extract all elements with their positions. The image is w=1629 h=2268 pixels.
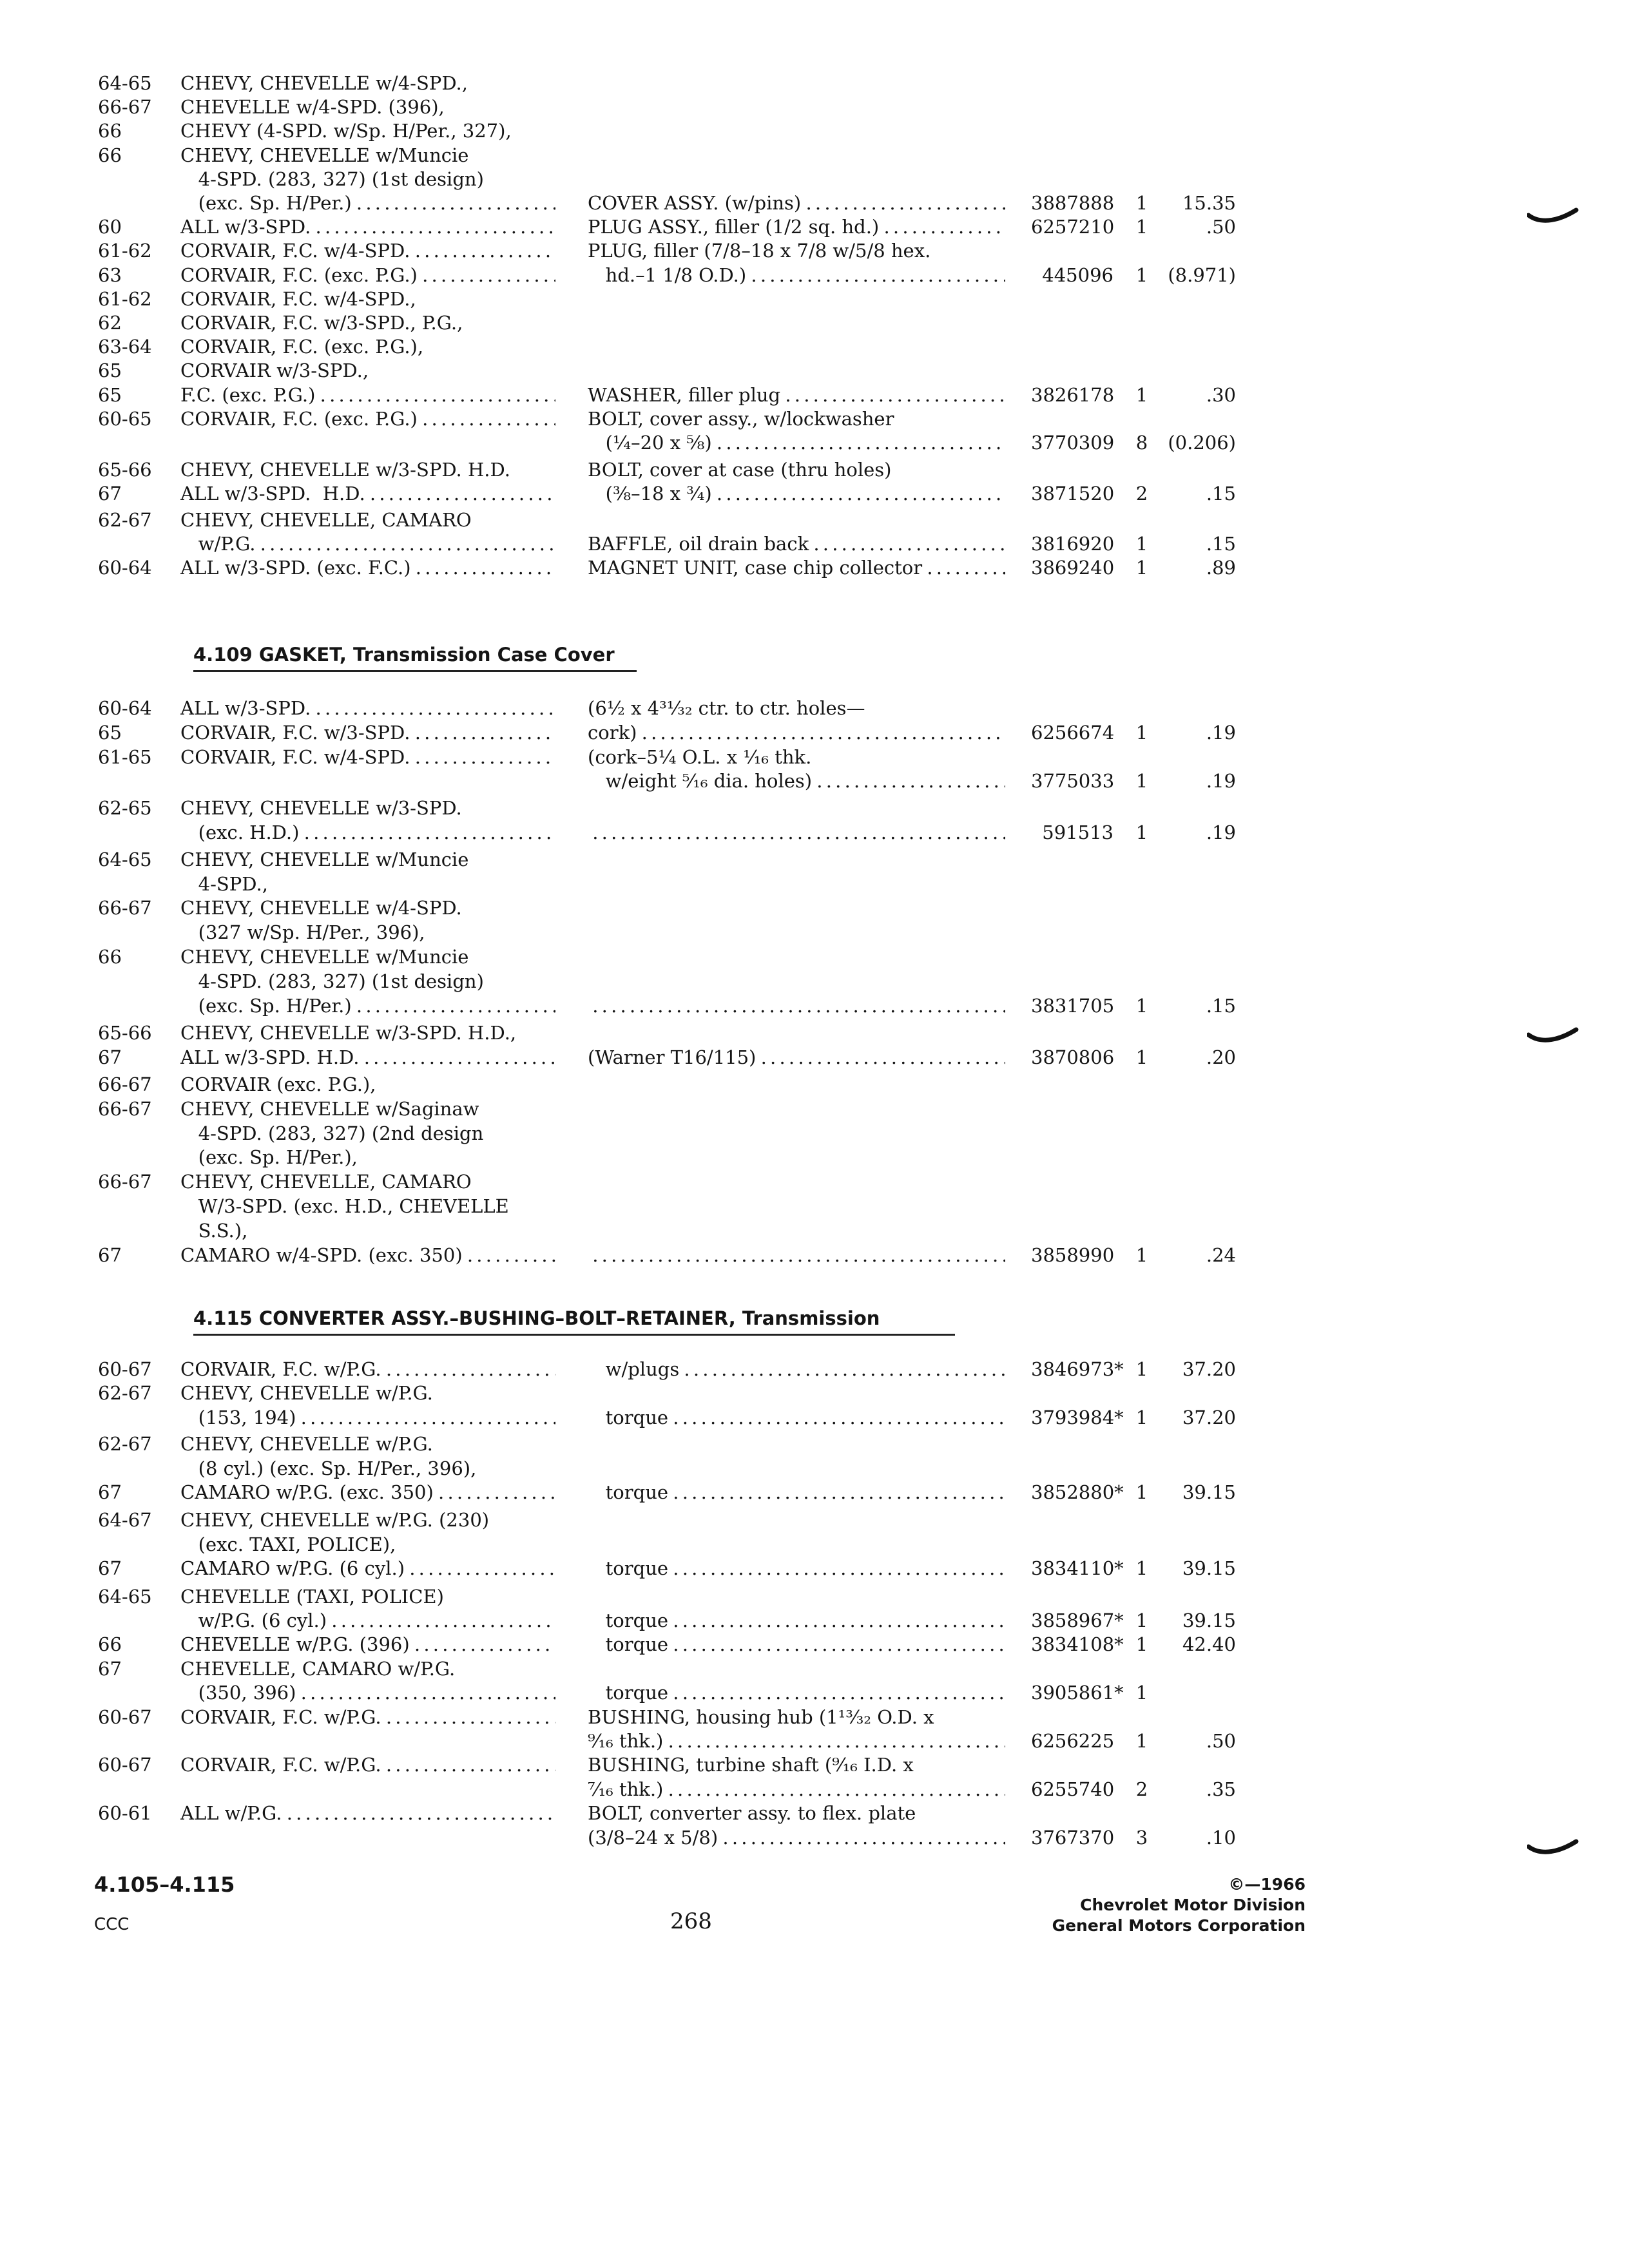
table-row [0,263,1629,287]
part-number: 3831705 [1031,995,1115,1017]
table-row [0,1508,1629,1532]
application: (exc. Sp. H/Per.), [180,1146,358,1168]
application: CORVAIR, F.C. w/3-SPD., P.G., [180,312,463,334]
model-years: 62-67 [98,509,152,531]
table-row [0,143,1629,168]
price: (0.206) [1168,432,1236,454]
footer-section-range: 4.105–4.115 [94,1872,235,1897]
model-years: 66-67 [98,96,152,118]
model-years: 66 [98,946,122,968]
model-years: 65 [98,722,122,744]
model-years: 60-67 [98,1706,152,1728]
price: 39.15 [1182,1481,1236,1503]
application: (350, 396) . . . [180,1680,555,1705]
quantity: 1 [1135,1481,1148,1503]
application: (exc. H.D.) . . . [180,820,555,845]
table-row [0,1243,1629,1267]
table-row [0,1169,1629,1194]
quantity: 1 [1135,822,1148,843]
table-row [0,1480,1629,1504]
quantity: 1 [1135,722,1148,744]
description: torque . . . [588,1632,1005,1657]
application: CAMARO w/P.G. (exc. 350) . . . [180,1480,555,1504]
table-row [0,508,1629,532]
application: CHEVY, CHEVELLE w/3-SPD. H.D., [180,1022,517,1044]
application: CORVAIR, F.C. w/P.G. . . . [180,1705,555,1729]
table-row [0,1729,1629,1753]
model-years: 64-65 [98,72,152,94]
model-years: 63-64 [98,336,152,358]
table-row [0,1021,1629,1045]
quantity: 1 [1135,1358,1148,1380]
model-years: 60 [98,216,122,238]
price: 39.15 [1182,1610,1236,1631]
part-number: 3869240 [1031,557,1115,579]
table-row [0,1405,1629,1430]
model-years: 63 [98,264,122,286]
description: (3/8–24 x 5/8) . . . [588,1825,1005,1850]
table-row [0,532,1629,556]
application: (exc. TAXI, POLICE), [180,1533,396,1555]
application: S.S.), [180,1220,248,1242]
table-row [0,872,1629,896]
quantity: 2 [1135,1778,1148,1800]
table-row [0,1432,1629,1456]
application: CAMARO w/P.G. (6 cyl.) . . . [180,1556,555,1581]
quantity: 2 [1135,483,1148,505]
model-years: 62-65 [98,797,152,819]
quantity: 1 [1135,264,1148,286]
application: CORVAIR, F.C. (exc. P.G.) . . . [180,263,555,287]
description: (¼–20 x ⅝) . . . [588,430,1005,455]
table-row [0,1194,1629,1218]
table-row [0,796,1629,820]
table-row [0,820,1629,845]
part-number: 3770309 [1031,432,1115,454]
table-row [0,1532,1629,1557]
table-row [0,1045,1629,1070]
description: ⁹⁄₁₆ thk.) . . . [588,1729,1005,1753]
quantity: 1 [1135,1730,1148,1752]
checkmark-icon [1527,1021,1579,1046]
part-number: 591513 [1042,822,1113,843]
table-row [0,1801,1629,1825]
quantity: 1 [1135,1407,1148,1428]
price: 37.20 [1182,1358,1236,1380]
model-years: 66 [98,1633,122,1655]
quantity: 8 [1135,432,1148,454]
table-row [0,1556,1629,1581]
table-row [0,1608,1629,1633]
application: (8 cyl.) (exc. Sp. H/Per., 396), [180,1457,477,1479]
description: BOLT, cover assy., w/lockwasher [588,408,894,430]
description: torque . . . [588,1556,1005,1581]
table-row [0,1357,1629,1381]
quantity: 1 [1135,384,1148,406]
application: CHEVELLE w/P.G. (396) . . . [180,1632,555,1657]
description: WASHER, filler plug . . . [588,383,1005,407]
footer-code: CCC [94,1915,130,1934]
part-number: 3858990 [1031,1244,1115,1266]
application: ALL w/P.G. . . . [180,1801,555,1825]
table-row [0,430,1629,455]
table-row [0,1072,1629,1097]
model-years: 65-66 [98,1022,152,1044]
part-number: 3834110* [1031,1557,1124,1579]
price: .20 [1206,1046,1236,1068]
table-row [0,1825,1629,1850]
application: (327 w/Sp. H/Per., 396), [180,921,425,943]
table-row [0,1145,1629,1169]
part-number: 3887888 [1031,192,1115,214]
description: BOLT, cover at case (thru holes) [588,459,892,481]
table-row [0,745,1629,769]
application: CHEVELLE w/4-SPD. (396), [180,96,445,118]
application: CORVAIR, F.C. (exc. P.G.) . . . [180,407,555,431]
price: .50 [1206,216,1236,238]
table-row [0,238,1629,263]
description: hd.–1 1/8 O.D.) . . . [588,263,1005,287]
model-years: 60-65 [98,408,152,430]
price: .19 [1206,822,1236,843]
application: CORVAIR, F.C. w/4-SPD. . . . [180,238,555,263]
table-row [0,457,1629,482]
application: CAMARO w/4-SPD. (exc. 350) . . . [180,1243,555,1267]
model-years: 61-65 [98,746,152,768]
model-years: 60-64 [98,557,152,579]
model-years: 62-67 [98,1382,152,1404]
description: PLUG, filler (7/8–18 x 7/8 w/5/8 hex. [588,240,931,262]
part-number: 3846973* [1031,1358,1124,1380]
checkmark-icon [1527,1832,1579,1858]
model-years: 65 [98,384,122,406]
table-row [0,1218,1629,1243]
model-years: 61-62 [98,240,152,262]
table-row [0,1680,1629,1705]
table-row [0,1705,1629,1729]
model-years: 67 [98,483,122,505]
quantity: 1 [1135,1557,1148,1579]
table-row [0,1777,1629,1802]
application: CHEVY, CHEVELLE w/P.G. (230) [180,1509,490,1531]
description: (6½ x 4³¹⁄₃₂ ctr. to ctr. holes— [588,697,865,719]
application: CHEVY, CHEVELLE w/3-SPD. H.D. [180,459,510,481]
quantity: 1 [1135,1682,1148,1704]
price: .15 [1206,483,1236,505]
application: 4-SPD. (283, 327) (1st design) [180,168,484,190]
description [588,820,1005,845]
quantity: 1 [1135,557,1148,579]
price: .15 [1206,995,1236,1017]
table-row [0,407,1629,431]
table-row [0,287,1629,311]
model-years: 66-67 [98,1171,152,1193]
quantity: 1 [1135,1610,1148,1631]
model-years: 67 [98,1481,122,1503]
model-years: 65 [98,360,122,381]
quantity: 1 [1135,192,1148,214]
part-number: 3871520 [1031,483,1115,505]
model-years: 66-67 [98,1073,152,1095]
application: CHEVY, CHEVELLE, CAMARO [180,509,472,531]
section-heading-4-115: 4.115 CONVERTER ASSY.–BUSHING–BOLT–RETAINER, Transmission [193,1305,955,1336]
table-row [0,1657,1629,1681]
model-years: 67 [98,1658,122,1680]
application: ALL w/3-SPD. . . . [180,215,555,239]
price: .19 [1206,770,1236,792]
description: COVER ASSY. (w/pins) . . . [588,191,1005,215]
price: .15 [1206,533,1236,555]
model-years: 61-62 [98,288,152,310]
price: .19 [1206,722,1236,744]
part-number: 6256225 [1031,1730,1115,1752]
page-number: 268 [670,1908,712,1934]
price: .24 [1206,1244,1236,1266]
model-years: 64-65 [98,849,152,870]
quantity: 1 [1135,1633,1148,1655]
section-heading-4-109: 4.109 GASKET, Transmission Case Cover [193,642,637,672]
table-row [0,311,1629,335]
model-years: 65-66 [98,459,152,481]
application: CORVAIR, F.C. (exc. P.G.), [180,336,424,358]
quantity: 1 [1135,770,1148,792]
table-row [0,215,1629,239]
description: torque . . . [588,1405,1005,1430]
application: 4-SPD. (283, 327) (2nd design [180,1122,484,1144]
price: 42.40 [1182,1633,1236,1655]
description: (⅜–18 x ¾) . . . [588,481,1005,506]
application: 4-SPD., [180,873,268,895]
price: .35 [1206,1778,1236,1800]
description [588,994,1005,1018]
table-row [0,1456,1629,1481]
description: torque . . . [588,1680,1005,1705]
model-years: 60-61 [98,1802,152,1824]
application: CHEVELLE (TAXI, POLICE) [180,1586,444,1608]
application: CHEVY, CHEVELLE w/P.G. [180,1382,433,1404]
description: (Warner T16/115) . . . [588,1045,1005,1070]
table-row [0,994,1629,1018]
table-row [0,896,1629,920]
application: CHEVY, CHEVELLE w/Muncie [180,144,469,166]
model-years: 67 [98,1557,122,1579]
description: BAFFLE, oil drain back . . . [588,532,1005,556]
table-row [0,555,1629,580]
price: .10 [1206,1827,1236,1849]
model-years: 62-67 [98,1433,152,1455]
model-years: 67 [98,1046,122,1068]
description: cork) . . . [588,720,1005,745]
part-number: 445096 [1042,264,1113,286]
part-number: 3793984* [1031,1407,1124,1428]
table-row [0,119,1629,143]
table-row [0,1381,1629,1405]
application: (exc. Sp. H/Per.) . . . [180,191,555,215]
model-years: 64-65 [98,1586,152,1608]
price: 39.15 [1182,1557,1236,1579]
application: CORVAIR, F.C. w/3-SPD. . . . [180,720,555,745]
application: ALL w/3-SPD. (exc. F.C.) . . . [180,555,555,580]
quantity: 1 [1135,1046,1148,1068]
application: ALL w/3-SPD. . . . [180,696,555,720]
application: F.C. (exc. P.G.) . . . [180,383,555,407]
part-number: 3870806 [1031,1046,1115,1068]
table-row [0,71,1629,95]
description: BUSHING, turbine shaft (⁹⁄₁₆ I.D. x [588,1754,914,1776]
checkmark-icon [1527,201,1579,227]
description: MAGNET UNIT, case chip collector . . . [588,555,1005,580]
application: CHEVY, CHEVELLE w/4-SPD. [180,897,462,919]
application: w/P.G. (6 cyl.) . . . [180,1608,555,1633]
application: CHEVY, CHEVELLE w/4-SPD., [180,72,468,94]
application: (153, 194) . . . [180,1405,555,1430]
model-years: 60-64 [98,697,152,719]
part-number: 6256674 [1031,722,1115,744]
model-years: 66 [98,120,122,142]
description: w/eight ⁵⁄₁₆ dia. holes) . . . [588,769,1005,793]
table-row [0,1097,1629,1121]
application: CORVAIR (exc. P.G.), [180,1073,376,1095]
quantity: 1 [1135,216,1148,238]
table-row [0,191,1629,215]
table-row [0,167,1629,191]
model-years: 66-67 [98,1098,152,1120]
table-row [0,945,1629,969]
application: CORVAIR, F.C. w/4-SPD. . . . [180,745,555,769]
application: CHEVY, CHEVELLE w/Muncie [180,946,469,968]
part-number: 3816920 [1031,533,1115,555]
footer-division: Chevrolet Motor Division [1080,1896,1306,1914]
table-row [0,358,1629,383]
description: w/plugs . . . [588,1357,1005,1381]
table-row [0,95,1629,119]
model-years: 60-67 [98,1358,152,1380]
description: BUSHING, housing hub (1¹³⁄₃₂ O.D. x [588,1706,934,1728]
part-number: 6255740 [1031,1778,1115,1800]
application: CHEVY, CHEVELLE w/Muncie [180,849,469,870]
footer-corporation: General Motors Corporation [1052,1916,1306,1935]
application: CORVAIR, F.C. w/P.G. . . . [180,1357,555,1381]
application: CHEVY, CHEVELLE, CAMARO [180,1171,472,1193]
application: CHEVY, CHEVELLE w/3-SPD. [180,797,462,819]
description: BOLT, converter assy. to flex. plate [588,1802,916,1824]
table-row [0,334,1629,359]
application: ALL w/3-SPD. H.D. . . . [180,1045,555,1070]
application: CORVAIR, F.C. w/4-SPD., [180,288,416,310]
quantity: 3 [1135,1827,1148,1849]
application: ALL w/3-SPD. H.D. . . . [180,481,555,506]
price: (8.971) [1168,264,1236,286]
table-row [0,720,1629,745]
part-number: 3767370 [1031,1827,1115,1849]
price: 37.20 [1182,1407,1236,1428]
part-number: 3858967* [1031,1610,1124,1631]
description: torque . . . [588,1608,1005,1633]
application: w/P.G. . . . [180,532,555,556]
table-row [0,847,1629,872]
application: CHEVY, CHEVELLE w/Saginaw [180,1098,479,1120]
table-row [0,769,1629,793]
application: CORVAIR, F.C. w/P.G. . . . [180,1753,555,1777]
description [588,1243,1005,1267]
part-number: 3905861* [1031,1682,1124,1704]
description: (cork–5¼ O.L. x ¹⁄₁₆ thk. [588,746,812,768]
table-row [0,920,1629,945]
application: (exc. Sp. H/Per.) . . . [180,994,555,1018]
description: ⁷⁄₁₆ thk.) . . . [588,1777,1005,1802]
description: PLUG ASSY., filler (1/2 sq. hd.) . . . [588,215,1005,239]
table-row [0,1121,1629,1146]
model-years: 62 [98,312,122,334]
part-number: 3852880* [1031,1481,1124,1503]
description: torque . . . [588,1480,1005,1504]
model-years: 60-67 [98,1754,152,1776]
model-years: 67 [98,1244,122,1266]
table-row [0,383,1629,407]
quantity: 1 [1135,533,1148,555]
price: .30 [1206,384,1236,406]
table-row [0,1753,1629,1777]
application: CHEVELLE, CAMARO w/P.G. [180,1658,456,1680]
footer-copyright: ©—1966 [1228,1875,1306,1894]
application: W/3-SPD. (exc. H.D., CHEVELLE [180,1195,509,1217]
part-number: 3834108* [1031,1633,1124,1655]
part-number: 3775033 [1031,770,1115,792]
table-row [0,481,1629,506]
application: 4-SPD. (283, 327) (1st design) [180,970,484,992]
quantity: 1 [1135,1244,1148,1266]
table-row [0,1584,1629,1609]
part-number: 3826178 [1031,384,1115,406]
application: CHEVY, CHEVELLE w/P.G. [180,1433,433,1455]
price: .89 [1206,557,1236,579]
table-row [0,696,1629,720]
part-number: 6257210 [1031,216,1115,238]
quantity: 1 [1135,995,1148,1017]
table-row [0,969,1629,994]
application: CHEVY (4-SPD. w/Sp. H/Per., 327), [180,120,512,142]
application: CORVAIR w/3-SPD., [180,360,369,381]
model-years: 64-67 [98,1509,152,1531]
table-row [0,1632,1629,1657]
model-years: 66-67 [98,897,152,919]
model-years: 66 [98,144,122,166]
price: 15.35 [1182,192,1236,214]
price: .50 [1206,1730,1236,1752]
